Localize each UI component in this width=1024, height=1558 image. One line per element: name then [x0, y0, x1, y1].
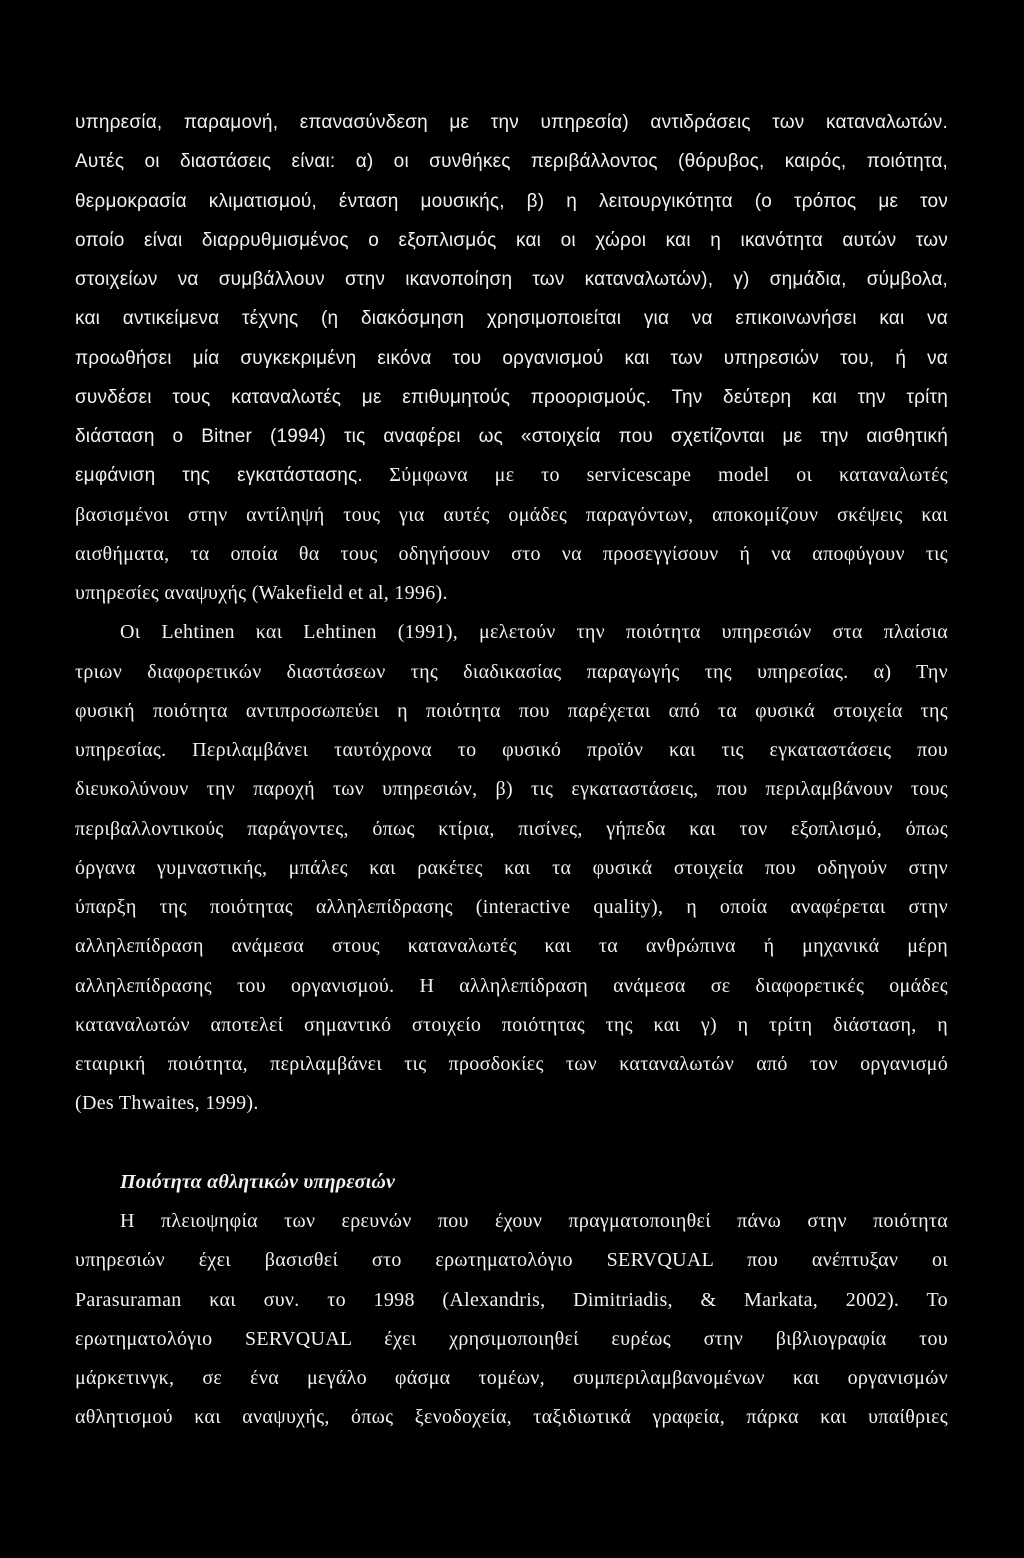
- text-line: βασισμένοι στην αντίληψή τους για αυτές ομάδες παραγόντων, αποκομίζουν σκέψεις και: [75, 503, 948, 526]
- text-line: στοιχείων να συμβάλλουν στην ικανοποίηση των καταναλωτών), γ) σημάδια, σύμβολα,: [75, 269, 948, 290]
- text-line: (Des Thwaites, 1999).: [75, 1092, 259, 1115]
- text-line: αθλητισμού και αναψυχής, όπως ξενοδοχεία, ταξιδιωτικά γραφεία, πάρκα και υπαίθριες: [75, 1406, 948, 1429]
- text-line: καταναλωτών αποτελεί σημαντικό στοιχείο ποιότητας της και γ) η τρίτη διάσταση, η: [75, 1013, 948, 1036]
- text-line: ύπαρξη της ποιότητας αλληλεπίδρασης (interactive quality), η οποία αναφέρεται στην: [75, 896, 948, 918]
- text-line: ερωτηματολόγιο SERVQUAL έχει χρησιμοποιηθεί ευρέως στην βιβλιογραφία του: [75, 1327, 948, 1350]
- text-line: περιβαλλοντικούς παράγοντες, όπως κτίρια, πισίνες, γήπεδα και τον εξοπλισμό, όπως: [75, 817, 948, 840]
- paragraph: [75, 613, 948, 1123]
- paragraph: [75, 1202, 948, 1438]
- text-line: φυσική ποιότητα αντιπροσωπεύει η ποιότητα που παρέχεται από τα φυσικά στοιχεία της: [75, 699, 948, 722]
- text-line: οποίο είναι διαρρυθμισμένος ο εξοπλισμός και οι χώροι και η ικανότητα αυτών των: [75, 229, 948, 251]
- text-line: αισθήματα, τα οποία θα τους οδηγήσουν στο να προσεγγίσουν ή να αποφύγουν τις: [75, 542, 948, 565]
- text-line: Η πλειοψηφία των ερευνών που έχουν πραγματοποιηθεί πάνω στην ποιότητα: [120, 1210, 948, 1232]
- page-body: [75, 103, 948, 1438]
- text-line: υπηρεσίες αναψυχής (Wakefield et al, 1996).: [75, 582, 448, 604]
- text-line: αλληλεπίδραση ανάμεσα στους καταναλωτές και τα ανθρώπινα ή μηχανικά μέρη: [75, 935, 948, 958]
- text-line: Parasuraman και συν. το 1998 (Alexandris, Dimitriadis, & Markata, 2002). Το: [75, 1288, 948, 1311]
- text-line: Αυτές οι διαστάσεις είναι: α) οι συνθήκες περιβάλλοντος (θόρυβος, καιρός, ποιότητα,: [75, 151, 948, 173]
- text-line: υπηρεσίας. Περιλαμβάνει ταυτόχρονα το φυσικό προϊόν και τις εγκαταστάσεις που: [75, 739, 948, 761]
- text-line: τριων διαφορετικών διαστάσεων της διαδικασίας παραγωγής της υπηρεσίας. α) Την: [75, 660, 948, 683]
- text-line: μάρκετινγκ, σε ένα μεγάλο φάσμα τομέων, συμπεριλαμβανομένων και οργανισμών: [75, 1367, 948, 1389]
- text-line: συνδέσει τους καταναλωτές με επιθυμητούς προορισμούς. Την δεύτερη και την τρίτη: [75, 386, 948, 408]
- text-line: υπηρεσιών έχει βασισθεί στο ερωτηματολόγιο SERVQUAL που ανέπτυξαν οι: [75, 1249, 948, 1272]
- text-line: αλληλεπίδρασης του οργανισμού. Η αλληλεπίδραση ανάμεσα σε διαφορετικές ομάδες: [75, 974, 948, 997]
- paragraph: [75, 103, 948, 613]
- text-line: διευκολύνουν την παροχή των υπηρεσιών, β) τις εγκαταστάσεις, που περιλαμβάνουν τους: [75, 778, 948, 801]
- section-heading: Ποιότητα αθλητικών υπηρεσιών: [120, 1170, 396, 1193]
- text-line: θερμοκρασία κλιματισμού, ένταση μουσικής, β) η λειτουργικότητα (ο τρόπος με τον: [75, 190, 948, 212]
- text-line: Οι Lehtinen και Lehtinen (1991), μελετούν την ποιότητα υπηρεσιών στα πλαίσια: [120, 621, 948, 644]
- text-segment: εμφάνιση της εγκατάστασης.: [75, 465, 363, 487]
- text-line: [75, 456, 948, 495]
- text-line: όργανα γυμναστικής, μπάλες και ρακέτες και τα φυσικά στοιχεία που οδηγούν στην: [75, 856, 948, 879]
- text-line: υπηρεσία, παραμονή, επανασύνδεση με την υπηρεσία) αντιδράσεις των καταναλωτών.: [75, 112, 948, 133]
- text-line: και αντικείμενα τέχνης (η διακόσμηση χρησιμοποιείται για να επικοινωνήσει και να: [75, 308, 948, 330]
- blank-line: [75, 1124, 948, 1163]
- text-line: προωθήσει μία συγκεκριμένη εικόνα του οργανισμού και των υπηρεσιών του, ή να: [75, 347, 948, 369]
- text-line: διάσταση ο Bitner (1994) τις αναφέρει ως «στοιχεία που σχετίζονται με την αισθητική: [75, 426, 948, 447]
- text-segment: Σύμφωνα με το servicescape model οι καταναλωτές: [389, 464, 948, 487]
- text-line: εταιρική ποιότητα, περιλαμβάνει τις προσδοκίες των καταναλωτών από τον οργανισμό: [75, 1053, 948, 1075]
